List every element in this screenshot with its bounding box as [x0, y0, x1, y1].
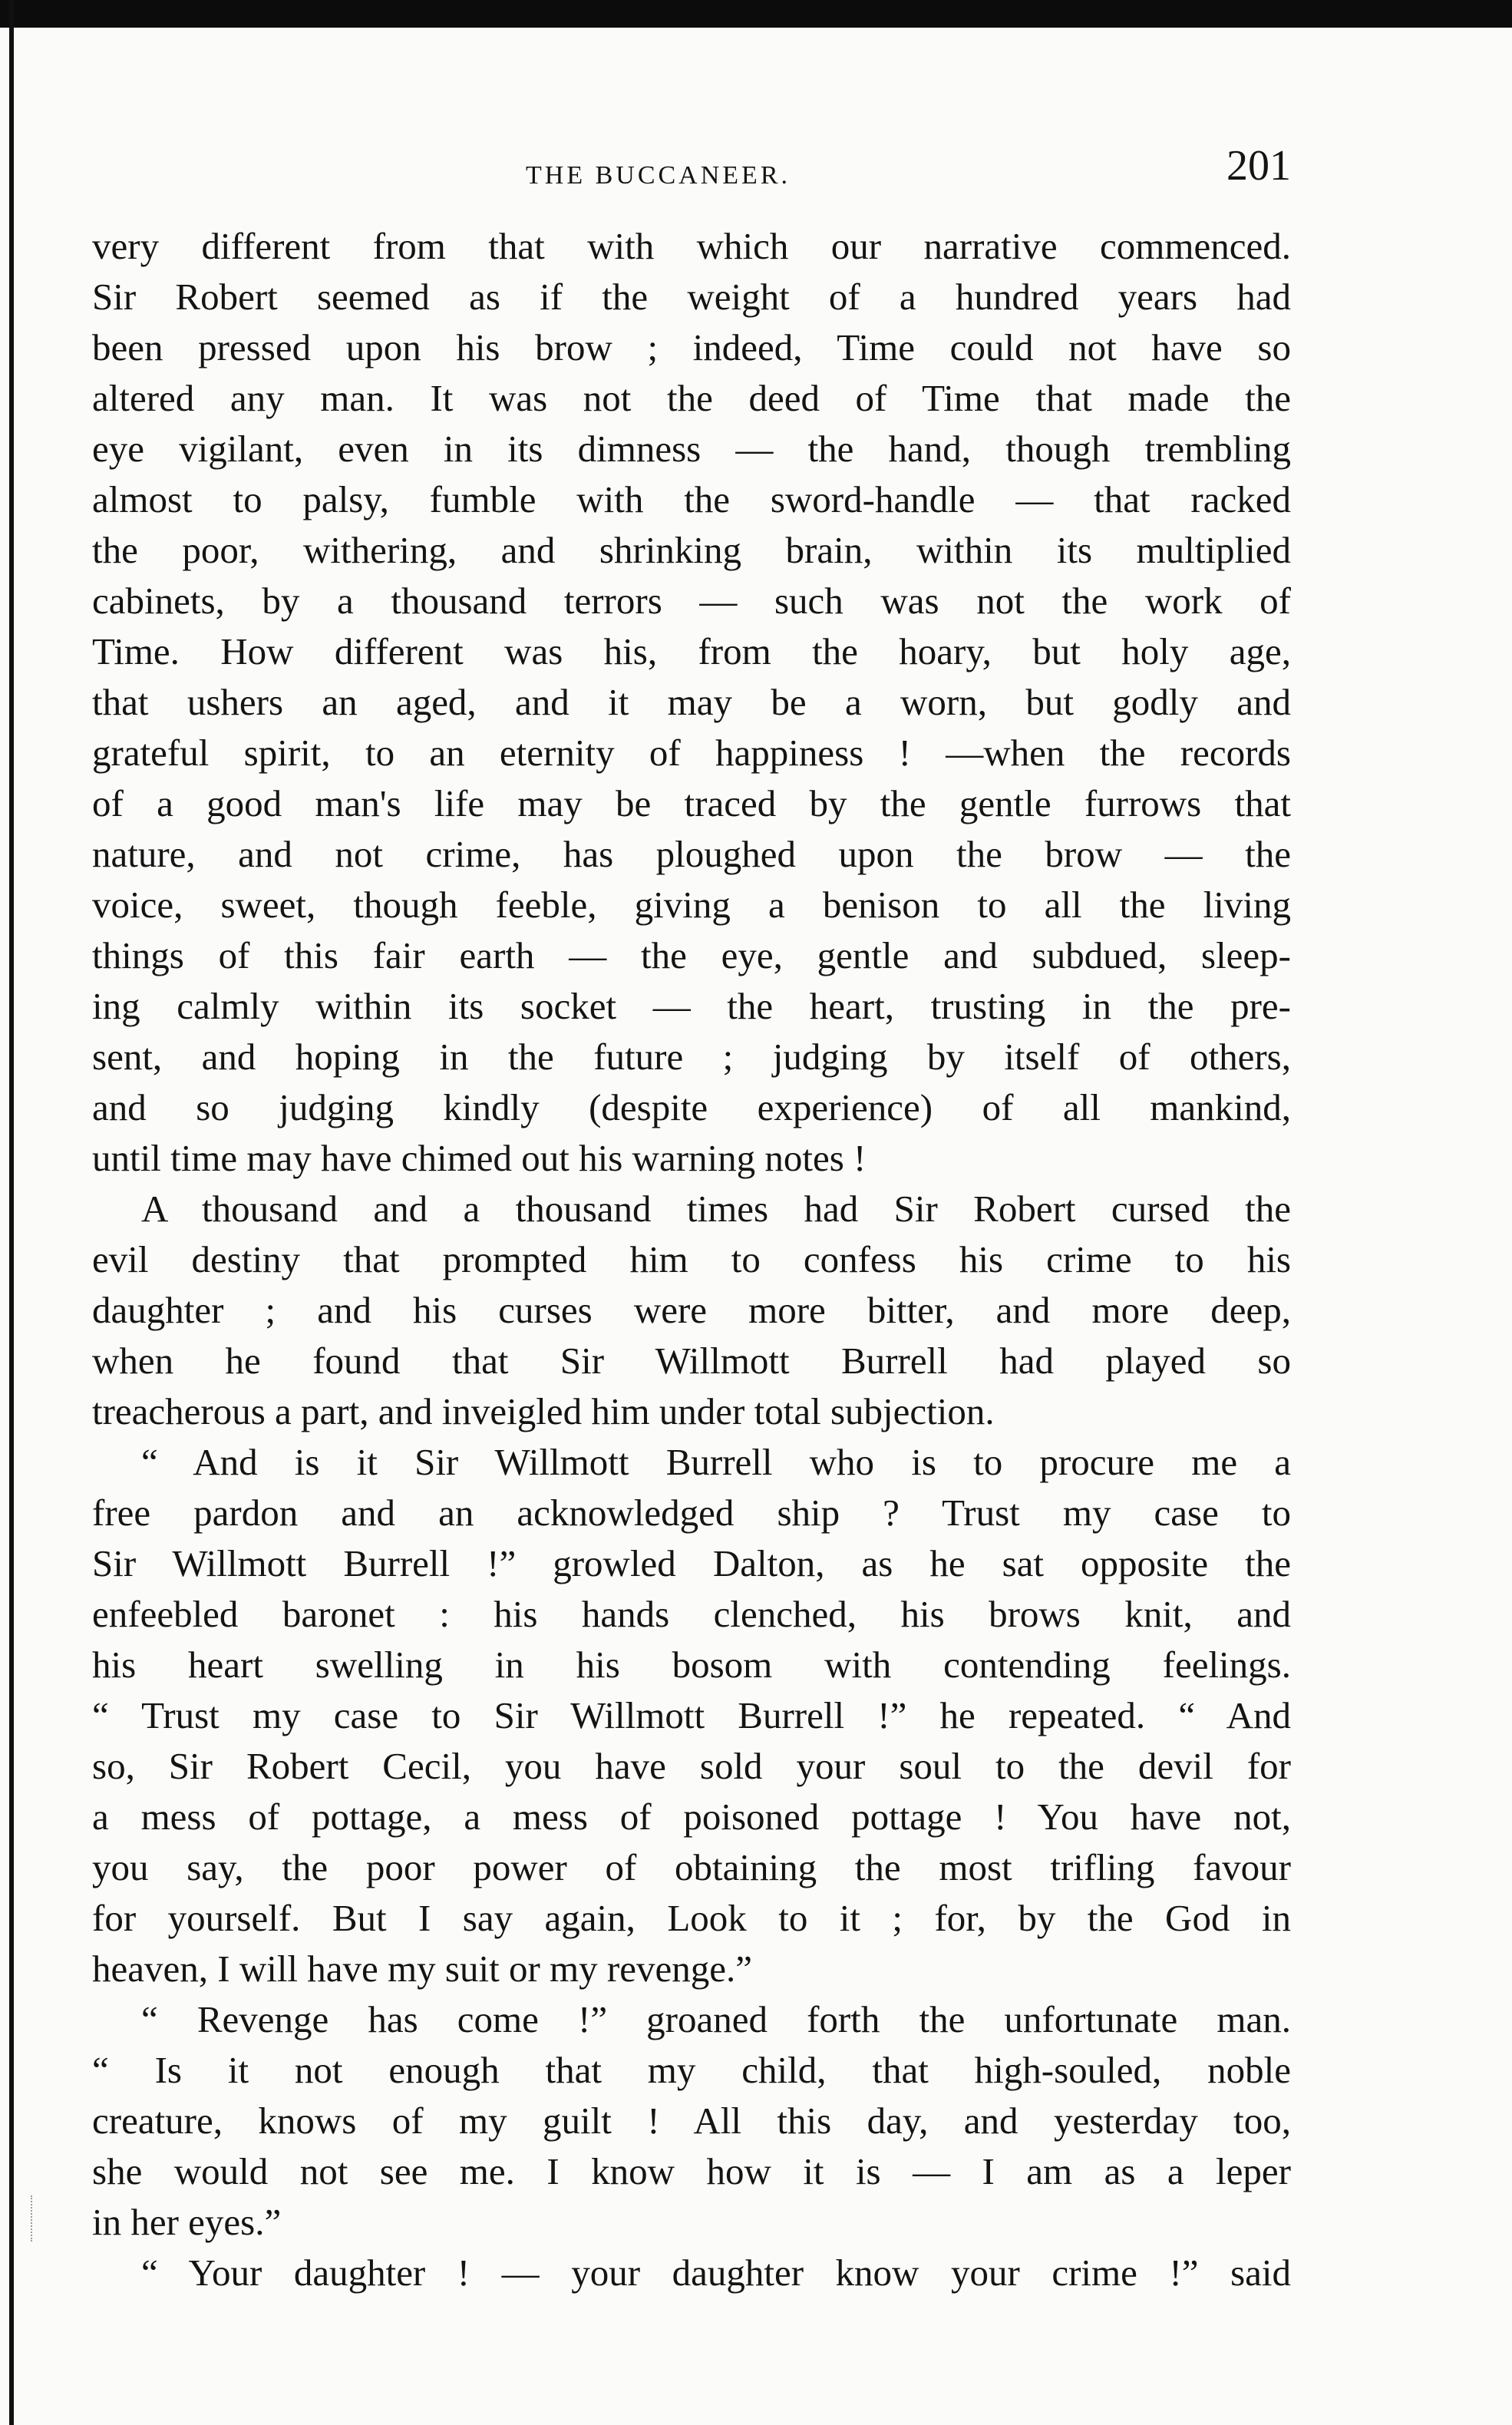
- top-border-rule: [0, 0, 1512, 28]
- running-head: [92, 143, 1291, 204]
- text-line: enfeebled baronet : his hands clenched, his brows knit, and: [92, 1593, 1291, 1635]
- text-line: “ Your daughter ! — your daughter know your crime !” said: [141, 2252, 1291, 2294]
- text-line: heaven, I will have my suit or my revenge.”: [92, 1948, 752, 1990]
- text-line: eye vigilant, even in its dimness — the hand, though trembling: [92, 428, 1291, 470]
- text-line: until time may have chimed out his warning notes !: [92, 1137, 867, 1179]
- margin-specks: [31, 2195, 35, 2242]
- text-line: “ And is it Sir Willmott Burrell who is to procure me a: [141, 1441, 1291, 1483]
- text-line: treacherous a part, and inveigled him under total subjection.: [92, 1390, 995, 1432]
- text-line: for yourself. But I say again, Look to it ; for, by the God in: [92, 1897, 1291, 1939]
- text-line: a mess of pottage, a mess of poisoned pottage ! You have not,: [92, 1796, 1291, 1838]
- text-line: and so judging kindly (despite experience) of all mankind,: [92, 1086, 1291, 1128]
- text-line: “ Trust my case to Sir Willmott Burrell !” he repeated. “ And: [92, 1694, 1291, 1736]
- text-line: the poor, withering, and shrinking brain, within its multiplied: [92, 529, 1291, 571]
- text-line: altered any man. It was not the deed of Time that made the: [92, 377, 1291, 419]
- text-line: grateful spirit, to an eternity of happiness ! —when the records: [92, 732, 1291, 774]
- text-line: his heart swelling in his bosom with contending feelings.: [92, 1644, 1291, 1686]
- text-line: A thousand and a thousand times had Sir Robert cursed the: [141, 1188, 1291, 1230]
- page-number: 201: [1226, 142, 1291, 190]
- text-line: free pardon and an acknowledged ship ? Trust my case to: [92, 1492, 1291, 1534]
- text-line: nature, and not crime, has ploughed upon the brow — the: [92, 833, 1291, 875]
- text-line: in her eyes.”: [92, 2201, 282, 2243]
- text-line: creature, knows of my guilt ! All this day, and yesterday too,: [92, 2100, 1291, 2142]
- text-line: so, Sir Robert Cecil, you have sold your soul to the devil for: [92, 1745, 1291, 1787]
- text-line: daughter ; and his curses were more bitter, and more deep,: [92, 1289, 1291, 1331]
- text-line: cabinets, by a thousand terrors — such was not the work of: [92, 580, 1291, 622]
- text-line: very different from that with which our narrative commenced.: [92, 225, 1291, 267]
- text-line: voice, sweet, though feeble, giving a benison to all the living: [92, 884, 1291, 926]
- running-title: THE BUCCANEER.: [526, 161, 791, 190]
- text-line: things of this fair earth — the eye, gentle and subdued, sleep-: [92, 934, 1291, 976]
- text-line: been pressed upon his brow ; indeed, Time could not have so: [92, 326, 1291, 368]
- text-line: sent, and hoping in the future ; judging by itself of others,: [92, 1036, 1291, 1078]
- text-line: she would not see me. I know how it is — I am as a leper: [92, 2150, 1291, 2192]
- text-line: “ Is it not enough that my child, that high-souled, noble: [92, 2049, 1291, 2091]
- text-line: of a good man's life may be traced by the gentle furrows that: [92, 782, 1291, 824]
- text-line: “ Revenge has come !” groaned forth the unfortunate man.: [141, 1998, 1291, 2040]
- text-line: you say, the poor power of obtaining the most trifling favour: [92, 1846, 1291, 1888]
- text-line: Sir Willmott Burrell !” growled Dalton, as he sat opposite the: [92, 1542, 1291, 1584]
- text-line: evil destiny that prompted him to confess his crime to his: [92, 1238, 1291, 1280]
- left-border-rule: [9, 0, 14, 2425]
- text-line: Sir Robert seemed as if the weight of a hundred years had: [92, 276, 1291, 318]
- text-line: almost to palsy, fumble with the sword-handle — that racked: [92, 478, 1291, 520]
- text-line: that ushers an aged, and it may be a worn, but godly and: [92, 681, 1291, 723]
- body-text: [92, 221, 1291, 2298]
- text-line: ing calmly within its socket — the heart, trusting in the pre-: [92, 985, 1291, 1027]
- text-line: Time. How different was his, from the hoary, but holy age,: [92, 630, 1291, 672]
- text-line: when he found that Sir Willmott Burrell had played so: [92, 1340, 1291, 1382]
